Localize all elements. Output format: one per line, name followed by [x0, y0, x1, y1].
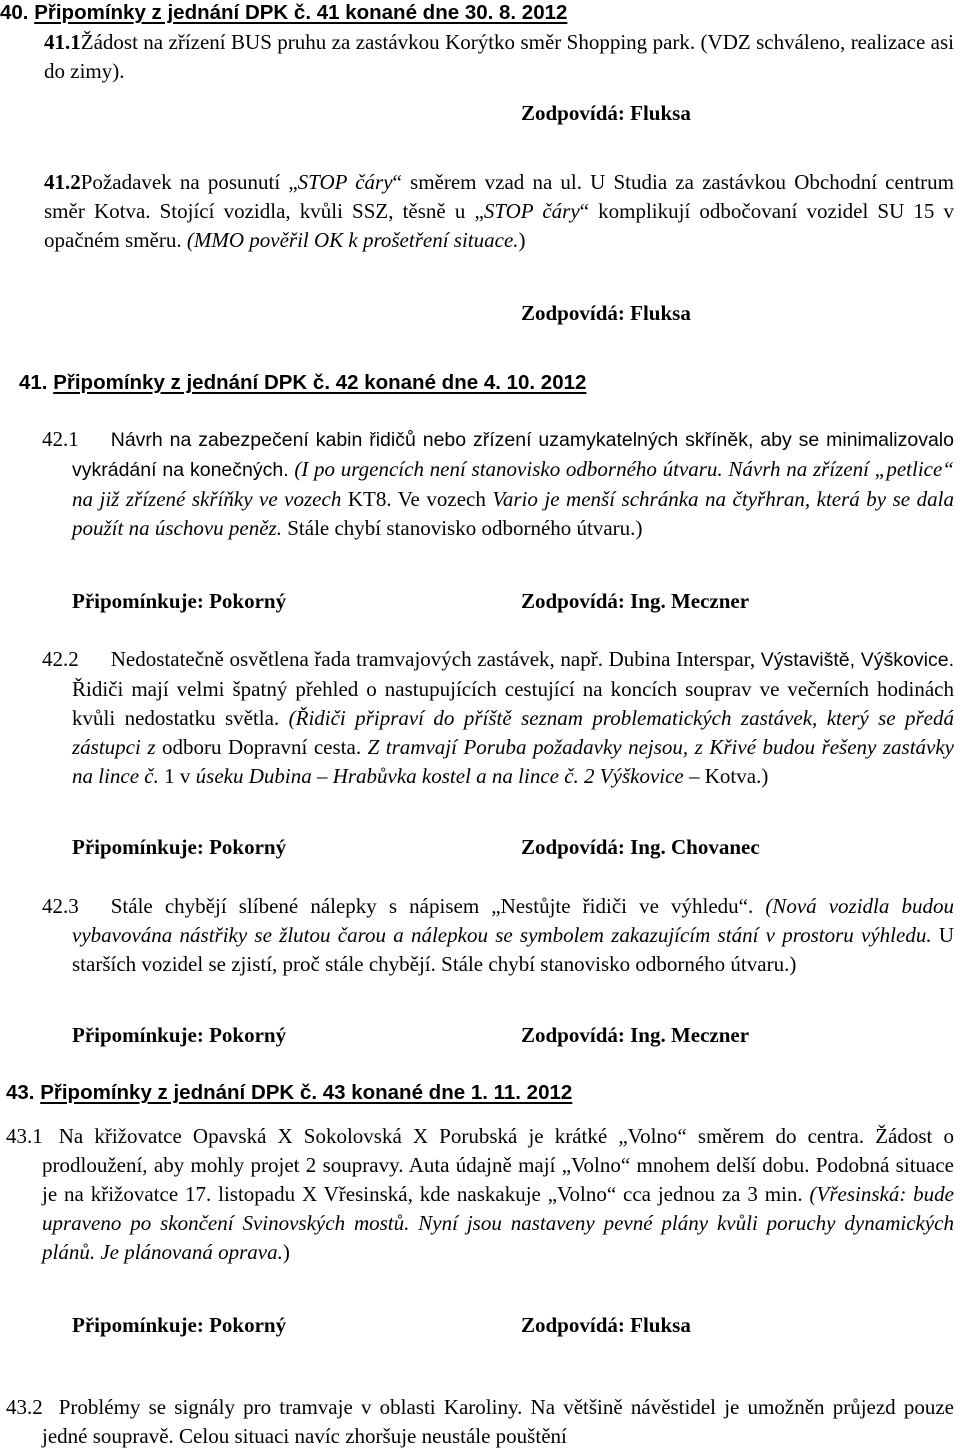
- item-41-2: 41.2Požadavek na posunutí „STOP čáry“ směrem vzad na ul. U Studia za zastávkou Obchodní centrum směr Kotva. Stojící vozidla, kvůli SSZ, těsně u „STOP čáry“ komplikují odbočovaní vozidel SU 15 v opačném směru. (MMO pověřil OK k prošetření situace.): [44, 170, 955, 252]
- item-41-1: [44, 28, 954, 86]
- item-number: 42.3: [42, 894, 79, 918]
- section-title: Připomínky z jednání DPK č. 41 konané dne 30. 8. 2012: [34, 1, 568, 24]
- item-42-3: 42.3 Stále chybějí slíbené nálepky s nápisem „Nestůjte řidiči ve výhledu“. (Nová vozidla budou vybavována nástřiky se žlutou čarou a nálepkou se symbolem zakazujícím stání v prostoru výhledu. U starších vozidel se zjistí, proč stále chybějí. Stále chybí stanovisko odborného útvaru.): [42, 894, 954, 976]
- raised-by-42-1: Připomínkuje: Pokorný: [72, 589, 287, 613]
- responsible-43-1: Zodpovídá: Fluksa: [521, 1313, 691, 1337]
- item-number: 42.2: [42, 647, 79, 671]
- raised-by-42-3: Připomínkuje: Pokorný: [72, 1023, 287, 1047]
- section-number: 40.: [0, 1, 29, 24]
- item-text: Žádost na zřízení BUS pruhu za zastávkou Korýtko směr Shopping park. (VDZ schváleno, realizace asi do zimy).: [44, 30, 954, 83]
- responsible-42-1: Zodpovídá: Ing. Meczner: [521, 589, 750, 613]
- section-number: 43.: [6, 1081, 35, 1104]
- section-heading-40: [0, 0, 567, 26]
- item-number: 41.2: [44, 170, 81, 194]
- item-number: 43.1: [6, 1124, 43, 1148]
- section-title: Připomínky z jednání DPK č. 42 konané dne 4. 10. 2012: [53, 371, 587, 394]
- section-heading-43: [6, 1080, 572, 1106]
- section-heading-41: [19, 370, 586, 396]
- responsible-41-1: Zodpovídá: Fluksa: [521, 101, 691, 125]
- item-number: 41.1: [44, 30, 81, 54]
- responsible-42-2: Zodpovídá: Ing. Chovanec: [521, 835, 760, 859]
- raised-by-42-2: Připomínkuje: Pokorný: [72, 835, 287, 859]
- responsible-42-3: Zodpovídá: Ing. Meczner: [521, 1023, 750, 1047]
- section-number: 41.: [19, 371, 48, 394]
- item-number: 42.1: [42, 427, 79, 451]
- item-43-1: 43.1 Na křižovatce Opavská X Sokolovská X Porubská je krátké „Volno“ směrem do centra. Žádost o prodloužení, aby mohly projet 2 soupravy. Auta údajně mají „Volno“ mnohem delší dobu. Podobná situace je na křižovatce 17. listopadu X Vřesinská, kde naskakuje „Volno“ cca jednou za 3 min. (Vřesinská: bude upraveno po skončení Svinovských mostů. Nyní jsou nastaveny pevné plány kvůli poruchy dynamických plánů. Je plánovaná oprava.): [6, 1124, 954, 1264]
- item-43-2: 43.2 Problémy se signály pro tramvaje v oblasti Karoliny. Na většině návěstidel je umožněn průjezd pouze jedné soupravě. Celou situaci navíc zhoršuje neustále pouštění: [6, 1395, 954, 1448]
- raised-by-43-1: Připomínkuje: Pokorný: [72, 1313, 287, 1337]
- item-42-1: 42.1 Návrh na zabezpečení kabin řidičů nebo zřízení uzamykatelných skříněk, aby se minimalizovalo vykrádání na konečných. (I po urgencích není stanovisko odborného útvaru. Návrh na zřízení „petlice“ na již zřízené skříňky ve vozech KT8. Ve vozech Vario je menší schránka na čtyřhran, která by se dala použít na úschovu peněz. Stále chybí stanovisko odborného útvaru.): [42, 427, 954, 540]
- item-42-2: 42.2 Nedostatečně osvětlena řada tramvajových zastávek, např. Dubina Interspar, Výstaviště, Výškovice. Řidiči mají velmi špatný přehled o nastupujících cestující na koncích souprav ve večerních hodinách kvůli nedostatku světla. (Řidiči připraví do příště seznam problematických zastávek, který se předá zástupci z odboru Dopravní cesta. Z tramvají Poruba požadavky nejsou, z Křivé budou řešeny zastávky na lince č. 1 v úseku Dubina – Hrabůvka kostel a na lince č. 2 Výškovice – Kotva.): [42, 647, 954, 788]
- item-number: 43.2: [6, 1395, 43, 1419]
- section-title: Připomínky z jednání DPK č. 43 konané dne 1. 11. 2012: [40, 1081, 573, 1104]
- responsible-41-2: Zodpovídá: Fluksa: [521, 301, 691, 325]
